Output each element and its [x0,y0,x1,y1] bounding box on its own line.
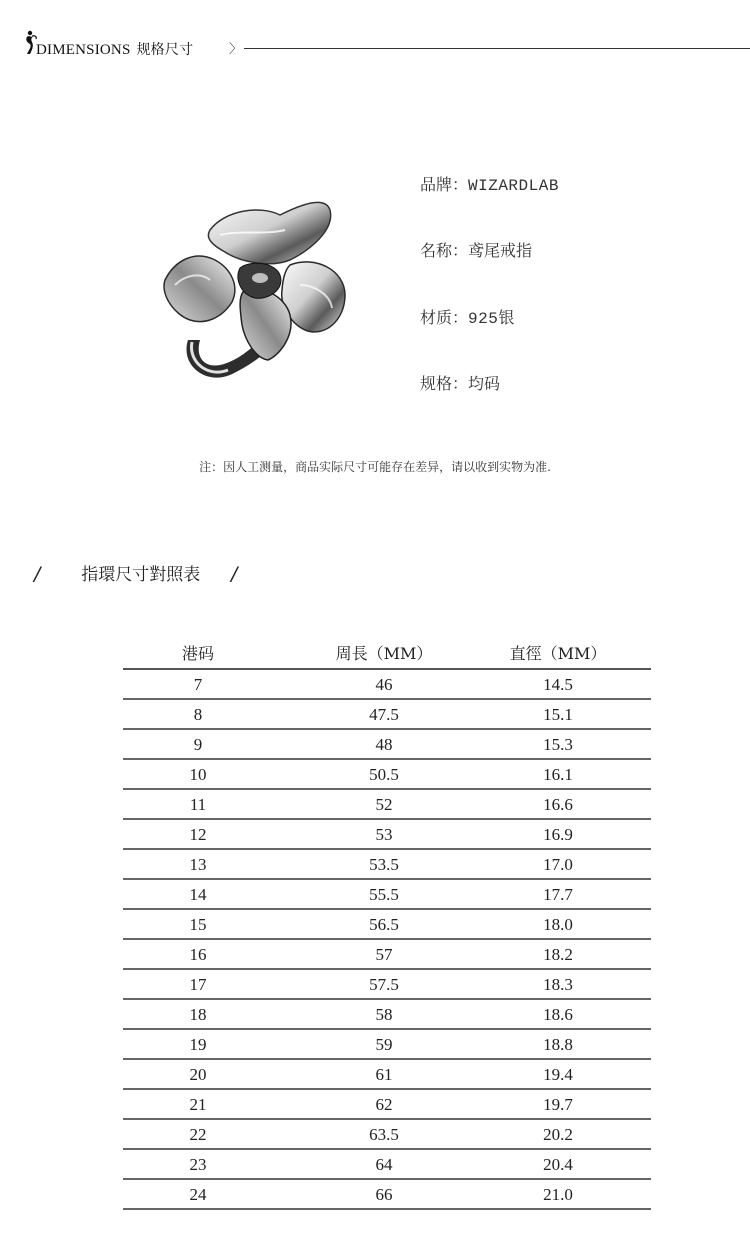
cell-diameter: 15.1 [543,705,573,724]
cell-hk-size: 16 [189,945,207,964]
spec-brand [420,172,559,195]
slash-left: / [34,563,41,585]
cell-diameter: 16.1 [543,765,573,784]
spec-name-value: 鸢尾戒指 [468,241,533,260]
iris-ring-image [150,190,360,390]
table-header-row [123,638,651,670]
table-row [123,1180,651,1210]
cell-circumference: 47.5 [369,705,399,724]
table-row [123,1120,651,1150]
size-chart-title [34,560,237,585]
cell-circumference: 58 [375,1005,393,1024]
cell-diameter: 18.3 [543,975,573,994]
table-row [123,730,651,760]
header-hk-size: 港码 [181,644,214,663]
table-row [123,1000,651,1030]
cell-circumference: 53.5 [369,855,399,874]
cell-hk-size: 12 [189,825,207,844]
spec-name-label: 名称： [420,241,469,260]
table-row [123,700,651,730]
table-row [123,1150,651,1180]
spec-material-value: 925银 [468,310,515,328]
cell-hk-size: 8 [193,705,203,724]
cell-circumference: 56.5 [369,915,399,934]
cell-hk-size: 14 [189,885,207,904]
cell-diameter: 18.0 [543,915,573,934]
cell-hk-size: 11 [189,795,207,814]
table-row [123,760,651,790]
header-title [36,39,193,59]
section-header [22,30,750,60]
header-circumference: 周長（MM） [335,644,433,663]
cell-diameter: 15.3 [543,735,573,754]
cell-circumference: 53 [375,825,393,844]
cell-circumference: 57.5 [369,975,399,994]
cell-circumference: 46 [375,675,393,694]
spec-name [420,238,532,261]
cell-diameter: 17.0 [543,855,573,874]
chevron-right-icon: 〉 [229,42,243,57]
cell-hk-size: 13 [189,855,207,874]
measurement-note: 注：因人工测量，商品实际尺寸可能存在差异，请以收到实物为准. [199,460,551,474]
cell-hk-size: 24 [189,1185,207,1204]
cell-circumference: 50.5 [369,765,399,784]
cell-hk-size: 9 [193,735,203,754]
cell-diameter: 19.7 [543,1095,573,1114]
cell-hk-size: 19 [189,1035,207,1054]
cell-diameter: 16.9 [543,825,573,844]
cell-hk-size: 23 [189,1155,207,1174]
cell-diameter: 19.4 [543,1065,573,1084]
spec-brand-value: WIZARDLAB [468,177,559,195]
spec-size-value: 均码 [468,374,501,393]
spec-brand-label: 品牌： [420,175,469,194]
header-title-en: DIMENSIONS [36,42,131,58]
table-body [123,670,651,1210]
cell-hk-size: 10 [189,765,207,784]
cell-diameter: 17.7 [543,885,573,904]
cell-circumference: 57 [375,945,393,964]
header-title-cn: 规格尺寸 [136,42,194,58]
cell-diameter: 18.2 [543,945,573,964]
table-row [123,790,651,820]
table-row [123,1060,651,1090]
cell-hk-size: 15 [189,915,207,934]
cell-circumference: 52 [375,795,393,814]
header-diameter: 直徑（MM） [509,644,607,663]
cell-hk-size: 22 [189,1125,207,1144]
spec-size [420,371,500,394]
table-row [123,910,651,940]
cell-hk-size: 7 [193,675,203,694]
table-row [123,970,651,1000]
cell-circumference: 63.5 [369,1125,399,1144]
cell-diameter: 18.8 [543,1035,573,1054]
cell-diameter: 20.4 [543,1155,573,1174]
cell-circumference: 64 [375,1155,393,1174]
cell-diameter: 14.5 [543,675,573,694]
table-row [123,850,651,880]
cell-hk-size: 17 [189,975,207,994]
table-row [123,940,651,970]
spec-material [420,305,515,328]
cell-hk-size: 18 [189,1005,207,1024]
slash-right: / [231,563,238,585]
cell-circumference: 59 [375,1035,393,1054]
table-row [123,670,651,700]
cell-circumference: 62 [375,1095,393,1114]
spec-material-label: 材质： [420,308,469,327]
table-row [123,820,651,850]
cell-circumference: 66 [375,1185,393,1204]
header-divider [244,48,750,49]
table-row [123,880,651,910]
cell-diameter: 21.0 [543,1185,573,1204]
table-row [123,1090,651,1120]
table-row [123,1030,651,1060]
size-table [123,638,651,1210]
cell-diameter: 16.6 [543,795,573,814]
size-chart-title-text: 指環尺寸對照表 [81,565,201,585]
cell-circumference: 61 [375,1065,393,1084]
spec-size-label: 规格： [420,374,469,393]
cell-hk-size: 21 [189,1095,207,1114]
cell-hk-size: 20 [189,1065,207,1084]
cell-diameter: 18.6 [543,1005,573,1024]
cell-diameter: 20.2 [543,1125,573,1144]
cell-circumference: 55.5 [369,885,399,904]
cell-circumference: 48 [375,735,393,754]
